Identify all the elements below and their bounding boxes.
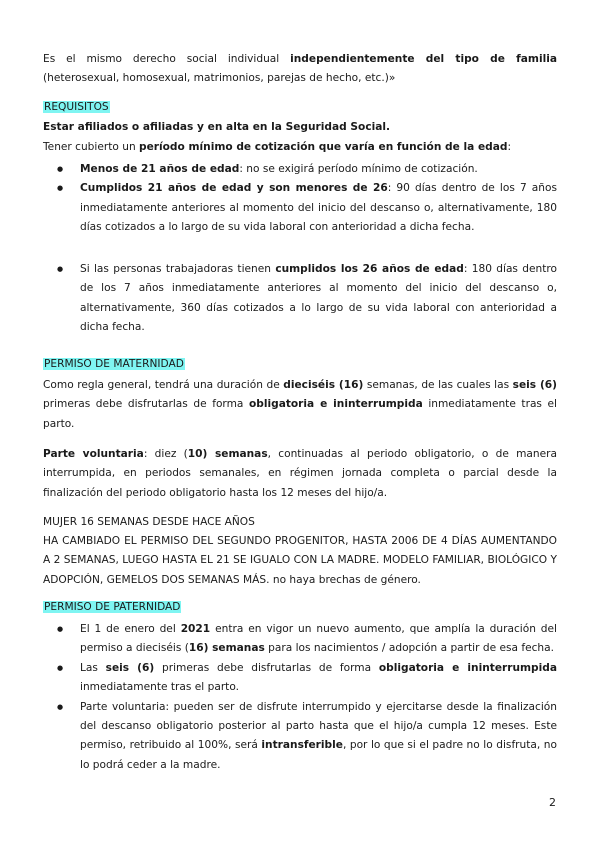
requisitos-list	[43, 160, 557, 238]
requisitos-list-2	[43, 260, 557, 338]
list-item: ● Las seis (6) primeras debe disfrutarlas de forma obligatoria e ininterrumpida inmediatamente tras el parto.	[43, 659, 557, 698]
maternidad-paragraph: Como regla general, tendrá una duración de dieciséis (16) semanas, de las cuales las seis (6) primeras debe disfrutarlas de forma obligatoria e ininterrumpida inmediatamente tras el parto.	[43, 379, 557, 430]
list-item: ● Menos de 21 años de edad: no se exigirá período mínimo de cotización.	[43, 160, 557, 179]
page-number: 2	[549, 796, 556, 809]
list-item: ● Si las personas trabajadoras tienen cumplidos los 26 años de edad: 180 días dentro de los 7 años inmediatamente anteriores al momento del inicio del descanso o, alternativamente, 360 días cotizados a lo largo de su vida laboral con anterioridad a dicha fecha.	[43, 260, 557, 338]
requisitos-line2: Tener cubierto un período mínimo de cotización que varía en función de la edad:	[43, 141, 512, 153]
list-item: ● Cumplidos 21 años de edad y son menores de 26: 90 días dentro de los 7 años inmediatamente anteriores al momento del inicio del descanso o, alternativamente, 180 días cotizados a lo largo de su vida laboral con anterioridad a dicha fecha.	[43, 179, 557, 237]
note-body: HA CAMBIADO EL PERMISO DEL SEGUNDO PROGENITOR, HASTA 2006 DE 4 DÍAS AUMENTANDO A 2 SEMANAS, LUEGO HASTA EL 21 SE IGUALO CON LA MADRE. MODELO FAMILIAR, BIOLÓGICO Y ADOPCIÓN, GEMELOS DOS SEMANAS MÁS. no haya brechas de género.	[43, 535, 557, 586]
paternidad-list	[43, 620, 557, 775]
list-item: ● El 1 de enero del 2021 entra en vigor un nuevo aumento, que amplía la duración del permiso a dieciséis (16) semanas para los nacimientos / adopción a partir de esa fecha.	[43, 620, 557, 659]
parte-voluntaria-paragraph: Parte voluntaria: diez (10) semanas, continuadas al periodo obligatorio, o de manera interrumpida, en periodos semanales, en régimen jornada completa o parcial desde la finalización del periodo obligatorio hasta los 12 meses del hijo/a.	[43, 448, 557, 499]
paternidad-heading: PERMISO DE PATERNIDAD	[44, 601, 181, 613]
requisitos-line1: Estar afiliados o afiliadas y en alta en la Seguridad Social.	[43, 121, 391, 133]
list-item: ● Parte voluntaria: pueden ser de disfrute interrumpido y ejercitarse desde la finalización del descanso obligatorio posterior al parto hasta que el hijo/a cumpla 12 meses. Este permiso, retribuido al 100%, será intransferible, por lo que si el padre no lo disfruta, no lo podrá ceder a la madre.	[43, 698, 557, 776]
requisitos-heading: REQUISITOS	[44, 101, 109, 113]
intro-paragraph: Es el mismo derecho social individual independientemente del tipo de familia (heterosexual, homosexual, matrimonios, parejas de hecho, etc.)»	[43, 53, 557, 85]
note-title: MUJER 16 SEMANAS DESDE HACE AÑOS	[43, 516, 255, 528]
maternidad-heading: PERMISO DE MATERNIDAD	[44, 358, 184, 370]
